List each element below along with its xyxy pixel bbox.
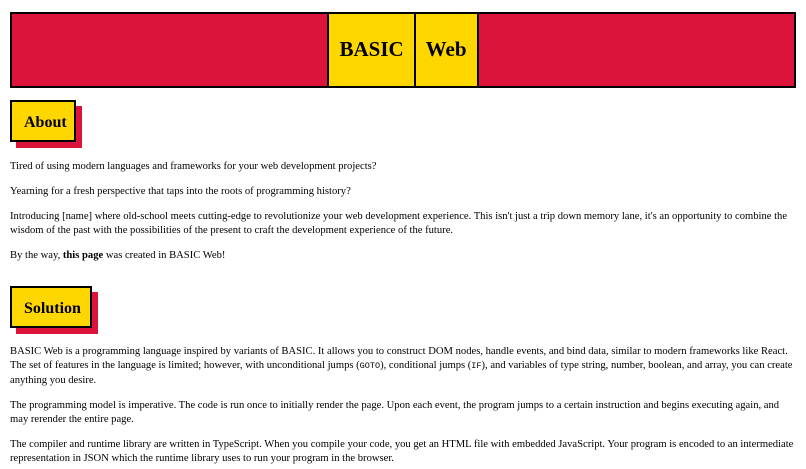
banner-word-web: Web: [414, 14, 479, 86]
about-p4-after: was created in BASIC Web!: [103, 250, 226, 262]
about-p4-before: By the way,: [10, 250, 63, 262]
about-section: [10, 88, 796, 263]
page: [0, 12, 806, 466]
about-paragraph-1: Tired of using modern languages and frameworks for your web development projects?: [10, 161, 377, 172]
this-page-emphasis: this page: [62, 250, 104, 262]
about-paragraph-4: [10, 249, 796, 263]
banner-word-basic: BASIC: [327, 14, 413, 86]
about-paragraph-2: Yearning for a fresh perspective that taps into the roots of programming history?: [10, 186, 351, 198]
solution-paragraph-3: The compiler and runtime library are written in TypeScript. When you compile your code, you get an HTML file with embedded JavaScript. Your program is encoded to an intermediate representation in JSON which the runtime library uses to run your program in the browser.: [10, 438, 794, 464]
solution-heading: [10, 286, 92, 328]
solution-p1-b: ), conditional jumps (: [380, 360, 472, 372]
about-heading-label: About: [10, 100, 76, 142]
solution-heading-label: Solution: [10, 286, 92, 328]
solution-paragraph-2: The programming model is imperative. The code is run once to initially render the page. Upon each event, the program jumps to a certain instruction and begins executing again, and may rerender the entire page.: [10, 399, 780, 425]
about-heading: [10, 100, 76, 142]
solution-paragraph-1: [10, 345, 796, 387]
solution-section: [10, 274, 796, 466]
title-banner: [10, 12, 796, 88]
solution-p1-a: BASIC Web is a programming language inspired by variants of BASIC. It allows you to construct DOM nodes, handle events, and bind data, similar to modern frameworks like React. The set of features in the language is limited; however, with unconditional jumps (: [10, 346, 788, 372]
about-paragraph-3: Introducing [name] where old-school meets cutting-edge to revolutionize your web development experience. This isn't just a trip down memory lane, it's an opportunity to combine the wisdom of the past with the possibilities of the present to craft the development experience of the future.: [10, 211, 788, 237]
if-code: IF: [471, 361, 482, 372]
solution-p1-c: ), and variables of type string, number, boolean, and array, you can create anything you desire.: [10, 360, 793, 386]
goto-code: GOTO: [359, 361, 381, 372]
